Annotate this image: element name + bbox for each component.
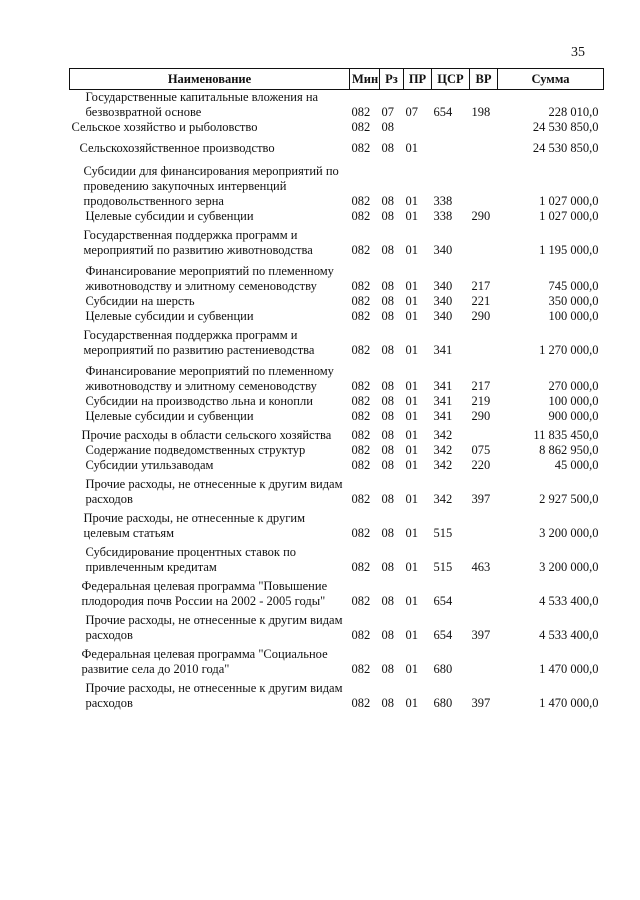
cell-rz: 08	[381, 458, 394, 472]
table-row	[70, 575, 604, 609]
cell-sum: 8 862 950,0	[539, 443, 599, 457]
cell-vr	[470, 643, 498, 677]
cell-rz: 08	[381, 209, 394, 223]
cell-csr: 342	[433, 443, 453, 457]
cell-min: 082	[351, 696, 371, 710]
cell-csr: 515	[433, 560, 453, 574]
cell-rz: 08	[381, 428, 394, 442]
cell-vr: 217	[471, 279, 491, 293]
cell-csr: 340	[433, 279, 453, 293]
cell-sum: 270 000,0	[548, 379, 599, 393]
cell-pr: 01	[405, 279, 418, 293]
cell-min: 082	[351, 105, 371, 119]
table-row	[70, 156, 604, 209]
cell-vr: 220	[471, 458, 491, 472]
cell-sum: 45 000,0	[554, 458, 599, 472]
table-row	[70, 294, 604, 309]
cell-vr: 397	[471, 628, 491, 642]
cell-pr: 01	[405, 526, 418, 540]
cell-csr: 340	[433, 243, 453, 257]
table-row	[70, 224, 604, 258]
cell-sum: 100 000,0	[548, 394, 599, 408]
cell-rz: 08	[381, 120, 394, 134]
cell-min: 082	[351, 628, 371, 642]
cell-sum: 900 000,0	[548, 409, 599, 423]
cell-rz: 08	[381, 443, 394, 457]
cell-pr: 01	[405, 194, 418, 208]
cell-rz: 08	[381, 279, 394, 293]
cell-csr: 340	[433, 309, 453, 323]
cell-min: 082	[351, 526, 371, 540]
page-number: 35	[571, 45, 585, 60]
cell-min: 082	[351, 309, 371, 323]
cell-vr	[470, 135, 498, 156]
cell-csr: 342	[433, 428, 453, 442]
table-row	[70, 120, 604, 135]
table-row	[70, 677, 604, 711]
cell-vr: 219	[471, 394, 491, 408]
cell-csr: 654	[433, 628, 453, 642]
table-row	[70, 324, 604, 358]
cell-pr: 01	[405, 209, 418, 223]
cell-pr: 01	[405, 696, 418, 710]
cell-vr: 397	[471, 492, 491, 506]
cell-csr: 680	[433, 662, 453, 676]
table-row	[70, 443, 604, 458]
cell-rz: 08	[381, 141, 394, 155]
cell-rz: 08	[381, 309, 394, 323]
cell-rz: 08	[381, 492, 394, 506]
cell-vr	[470, 507, 498, 541]
cell-csr: 341	[433, 343, 453, 357]
table-header	[70, 69, 604, 90]
cell-min: 082	[351, 379, 371, 393]
header-row	[70, 69, 604, 90]
cell-pr: 01	[405, 141, 418, 155]
table-row	[70, 541, 604, 575]
cell-rz: 07	[381, 105, 394, 119]
cell-csr: 654	[433, 594, 453, 608]
cell-csr	[432, 135, 470, 156]
cell-csr: 342	[433, 458, 453, 472]
cell-name: Субсидии на производство льна и конопли	[85, 394, 313, 408]
cell-csr: 342	[433, 492, 453, 506]
header-pr: ПР	[404, 69, 432, 90]
cell-vr	[470, 224, 498, 258]
cell-sum: 24 530 850,0	[532, 141, 599, 155]
budget-table	[69, 68, 604, 711]
header-name: Наименование	[70, 69, 350, 90]
cell-name: Содержание подведомственных структур	[85, 443, 306, 457]
cell-pr: 01	[405, 343, 418, 357]
cell-sum: 1 470 000,0	[539, 696, 599, 710]
cell-name: Прочие расходы, не отнесенные к другим видам расходов	[85, 613, 343, 642]
cell-csr: 341	[433, 409, 453, 423]
table-row	[70, 473, 604, 507]
cell-name: Прочие расходы, не отнесенные к другим видам расходов	[85, 681, 343, 710]
cell-sum: 2 927 500,0	[539, 492, 599, 506]
cell-min: 082	[351, 560, 371, 574]
table-row	[70, 309, 604, 324]
cell-sum: 1 195 000,0	[539, 243, 599, 257]
cell-name: Субсидирование процентных ставок по привлеченным кредитам	[85, 545, 297, 574]
table-row	[70, 609, 604, 643]
cell-name: Государственная поддержка программ и мероприятий по развитию растениеводства	[83, 328, 315, 357]
cell-name: Прочие расходы в области сельского хозяйства	[81, 428, 332, 442]
table-row	[70, 90, 604, 121]
table-row	[70, 258, 604, 294]
cell-name: Федеральная целевая программа "Социальное развитие села до 2010 года"	[81, 647, 328, 676]
cell-rz: 08	[381, 294, 394, 308]
cell-pr: 01	[405, 394, 418, 408]
table-body	[70, 90, 604, 712]
table-row	[70, 643, 604, 677]
table-row	[70, 458, 604, 473]
cell-min: 082	[351, 294, 371, 308]
cell-pr: 01	[405, 243, 418, 257]
cell-name: Целевые субсидии и субвенции	[85, 309, 254, 323]
cell-sum: 350 000,0	[548, 294, 599, 308]
header-rz: Рз	[380, 69, 404, 90]
cell-vr: 290	[471, 209, 491, 223]
cell-rz: 08	[381, 394, 394, 408]
cell-name: Целевые субсидии и субвенции	[85, 409, 254, 423]
cell-rz: 08	[381, 243, 394, 257]
cell-pr: 01	[405, 409, 418, 423]
cell-min: 082	[351, 194, 371, 208]
cell-vr	[470, 324, 498, 358]
cell-sum: 228 010,0	[548, 105, 599, 119]
cell-vr	[470, 575, 498, 609]
cell-min: 082	[351, 141, 371, 155]
cell-sum: 1 027 000,0	[539, 209, 599, 223]
cell-pr: 07	[405, 105, 418, 119]
cell-pr: 01	[405, 492, 418, 506]
cell-rz: 08	[381, 594, 394, 608]
cell-vr: 217	[471, 379, 491, 393]
cell-name: Финансирование мероприятий по племенному животноводству и элитному семеноводству	[85, 264, 334, 293]
cell-sum: 1 270 000,0	[539, 343, 599, 357]
header-vr: ВР	[470, 69, 498, 90]
cell-csr: 515	[433, 526, 453, 540]
cell-sum: 4 533 400,0	[539, 628, 599, 642]
cell-rz: 08	[381, 194, 394, 208]
cell-vr: 075	[471, 443, 491, 457]
cell-min: 082	[351, 492, 371, 506]
cell-vr: 397	[471, 696, 491, 710]
cell-pr: 01	[405, 458, 418, 472]
cell-name: Субсидии на шерсть	[85, 294, 195, 308]
cell-csr: 338	[433, 194, 453, 208]
cell-rz: 08	[381, 379, 394, 393]
cell-min: 082	[351, 409, 371, 423]
table-row	[70, 135, 604, 156]
cell-name: Сельское хозяйство и рыболовство	[71, 120, 258, 134]
table-row	[70, 409, 604, 424]
cell-csr: 654	[433, 105, 453, 119]
cell-vr: 290	[471, 409, 491, 423]
cell-name: Федеральная целевая программа "Повышение плодородия почв России на 2002 - 2005 годы"	[81, 579, 328, 608]
table-row	[70, 358, 604, 394]
cell-vr	[470, 120, 498, 135]
cell-sum: 1 470 000,0	[539, 662, 599, 676]
cell-sum: 1 027 000,0	[539, 194, 599, 208]
table-row	[70, 424, 604, 443]
cell-min: 082	[351, 443, 371, 457]
cell-vr	[470, 156, 498, 209]
cell-sum: 745 000,0	[548, 279, 599, 293]
cell-vr: 221	[471, 294, 491, 308]
cell-sum: 3 200 000,0	[539, 560, 599, 574]
cell-csr: 340	[433, 294, 453, 308]
cell-csr	[432, 120, 470, 135]
cell-name: Государственные капитальные вложения на безвозвратной основе	[85, 90, 319, 119]
cell-min: 082	[351, 394, 371, 408]
header-sum: Сумма	[498, 69, 604, 90]
cell-csr: 338	[433, 209, 453, 223]
cell-name: Прочие расходы, не отнесенные к другим видам расходов	[85, 477, 343, 506]
cell-sum: 3 200 000,0	[539, 526, 599, 540]
cell-name: Прочие расходы, не отнесенные к другим целевым статьям	[83, 511, 305, 540]
cell-csr: 341	[433, 379, 453, 393]
cell-vr: 198	[471, 105, 491, 119]
cell-vr: 290	[471, 309, 491, 323]
table-row	[70, 209, 604, 224]
cell-name: Субсидии для финансирования мероприятий по проведению закупочных интервенций продовольственного зерна	[83, 164, 339, 208]
cell-rz: 08	[381, 526, 394, 540]
cell-pr: 01	[405, 379, 418, 393]
cell-min: 082	[351, 662, 371, 676]
cell-pr: 01	[405, 628, 418, 642]
cell-pr: 01	[405, 560, 418, 574]
cell-pr: 01	[405, 428, 418, 442]
cell-name: Целевые субсидии и субвенции	[85, 209, 254, 223]
cell-pr: 01	[405, 662, 418, 676]
cell-vr: 463	[471, 560, 491, 574]
cell-name: Финансирование мероприятий по племенному животноводству и элитному семеноводству	[85, 364, 334, 393]
table-row	[70, 394, 604, 409]
header-csr: ЦСР	[432, 69, 470, 90]
cell-min: 082	[351, 243, 371, 257]
cell-csr: 341	[433, 394, 453, 408]
cell-min: 082	[351, 209, 371, 223]
cell-name: Сельскохозяйственное производство	[79, 141, 275, 155]
cell-rz: 08	[381, 662, 394, 676]
cell-sum: 11 835 450,0	[533, 428, 599, 442]
cell-min: 082	[351, 458, 371, 472]
cell-pr: 01	[405, 443, 418, 457]
cell-pr	[404, 120, 432, 135]
cell-min: 082	[351, 343, 371, 357]
cell-min: 082	[351, 594, 371, 608]
cell-sum: 4 533 400,0	[539, 594, 599, 608]
cell-pr: 01	[405, 309, 418, 323]
cell-pr: 01	[405, 294, 418, 308]
cell-rz: 08	[381, 343, 394, 357]
cell-rz: 08	[381, 696, 394, 710]
cell-min: 082	[351, 428, 371, 442]
cell-sum: 24 530 850,0	[532, 120, 599, 134]
table-row	[70, 507, 604, 541]
cell-rz: 08	[381, 560, 394, 574]
cell-sum: 100 000,0	[548, 309, 599, 323]
cell-pr: 01	[405, 594, 418, 608]
header-min: Мин	[350, 69, 380, 90]
cell-rz: 08	[381, 409, 394, 423]
cell-csr: 680	[433, 696, 453, 710]
cell-vr	[470, 424, 498, 443]
cell-min: 082	[351, 120, 371, 134]
cell-name: Субсидии утильзаводам	[85, 458, 214, 472]
cell-name: Государственная поддержка программ и мероприятий по развитию животноводства	[83, 228, 313, 257]
cell-min: 082	[351, 279, 371, 293]
cell-rz: 08	[381, 628, 394, 642]
